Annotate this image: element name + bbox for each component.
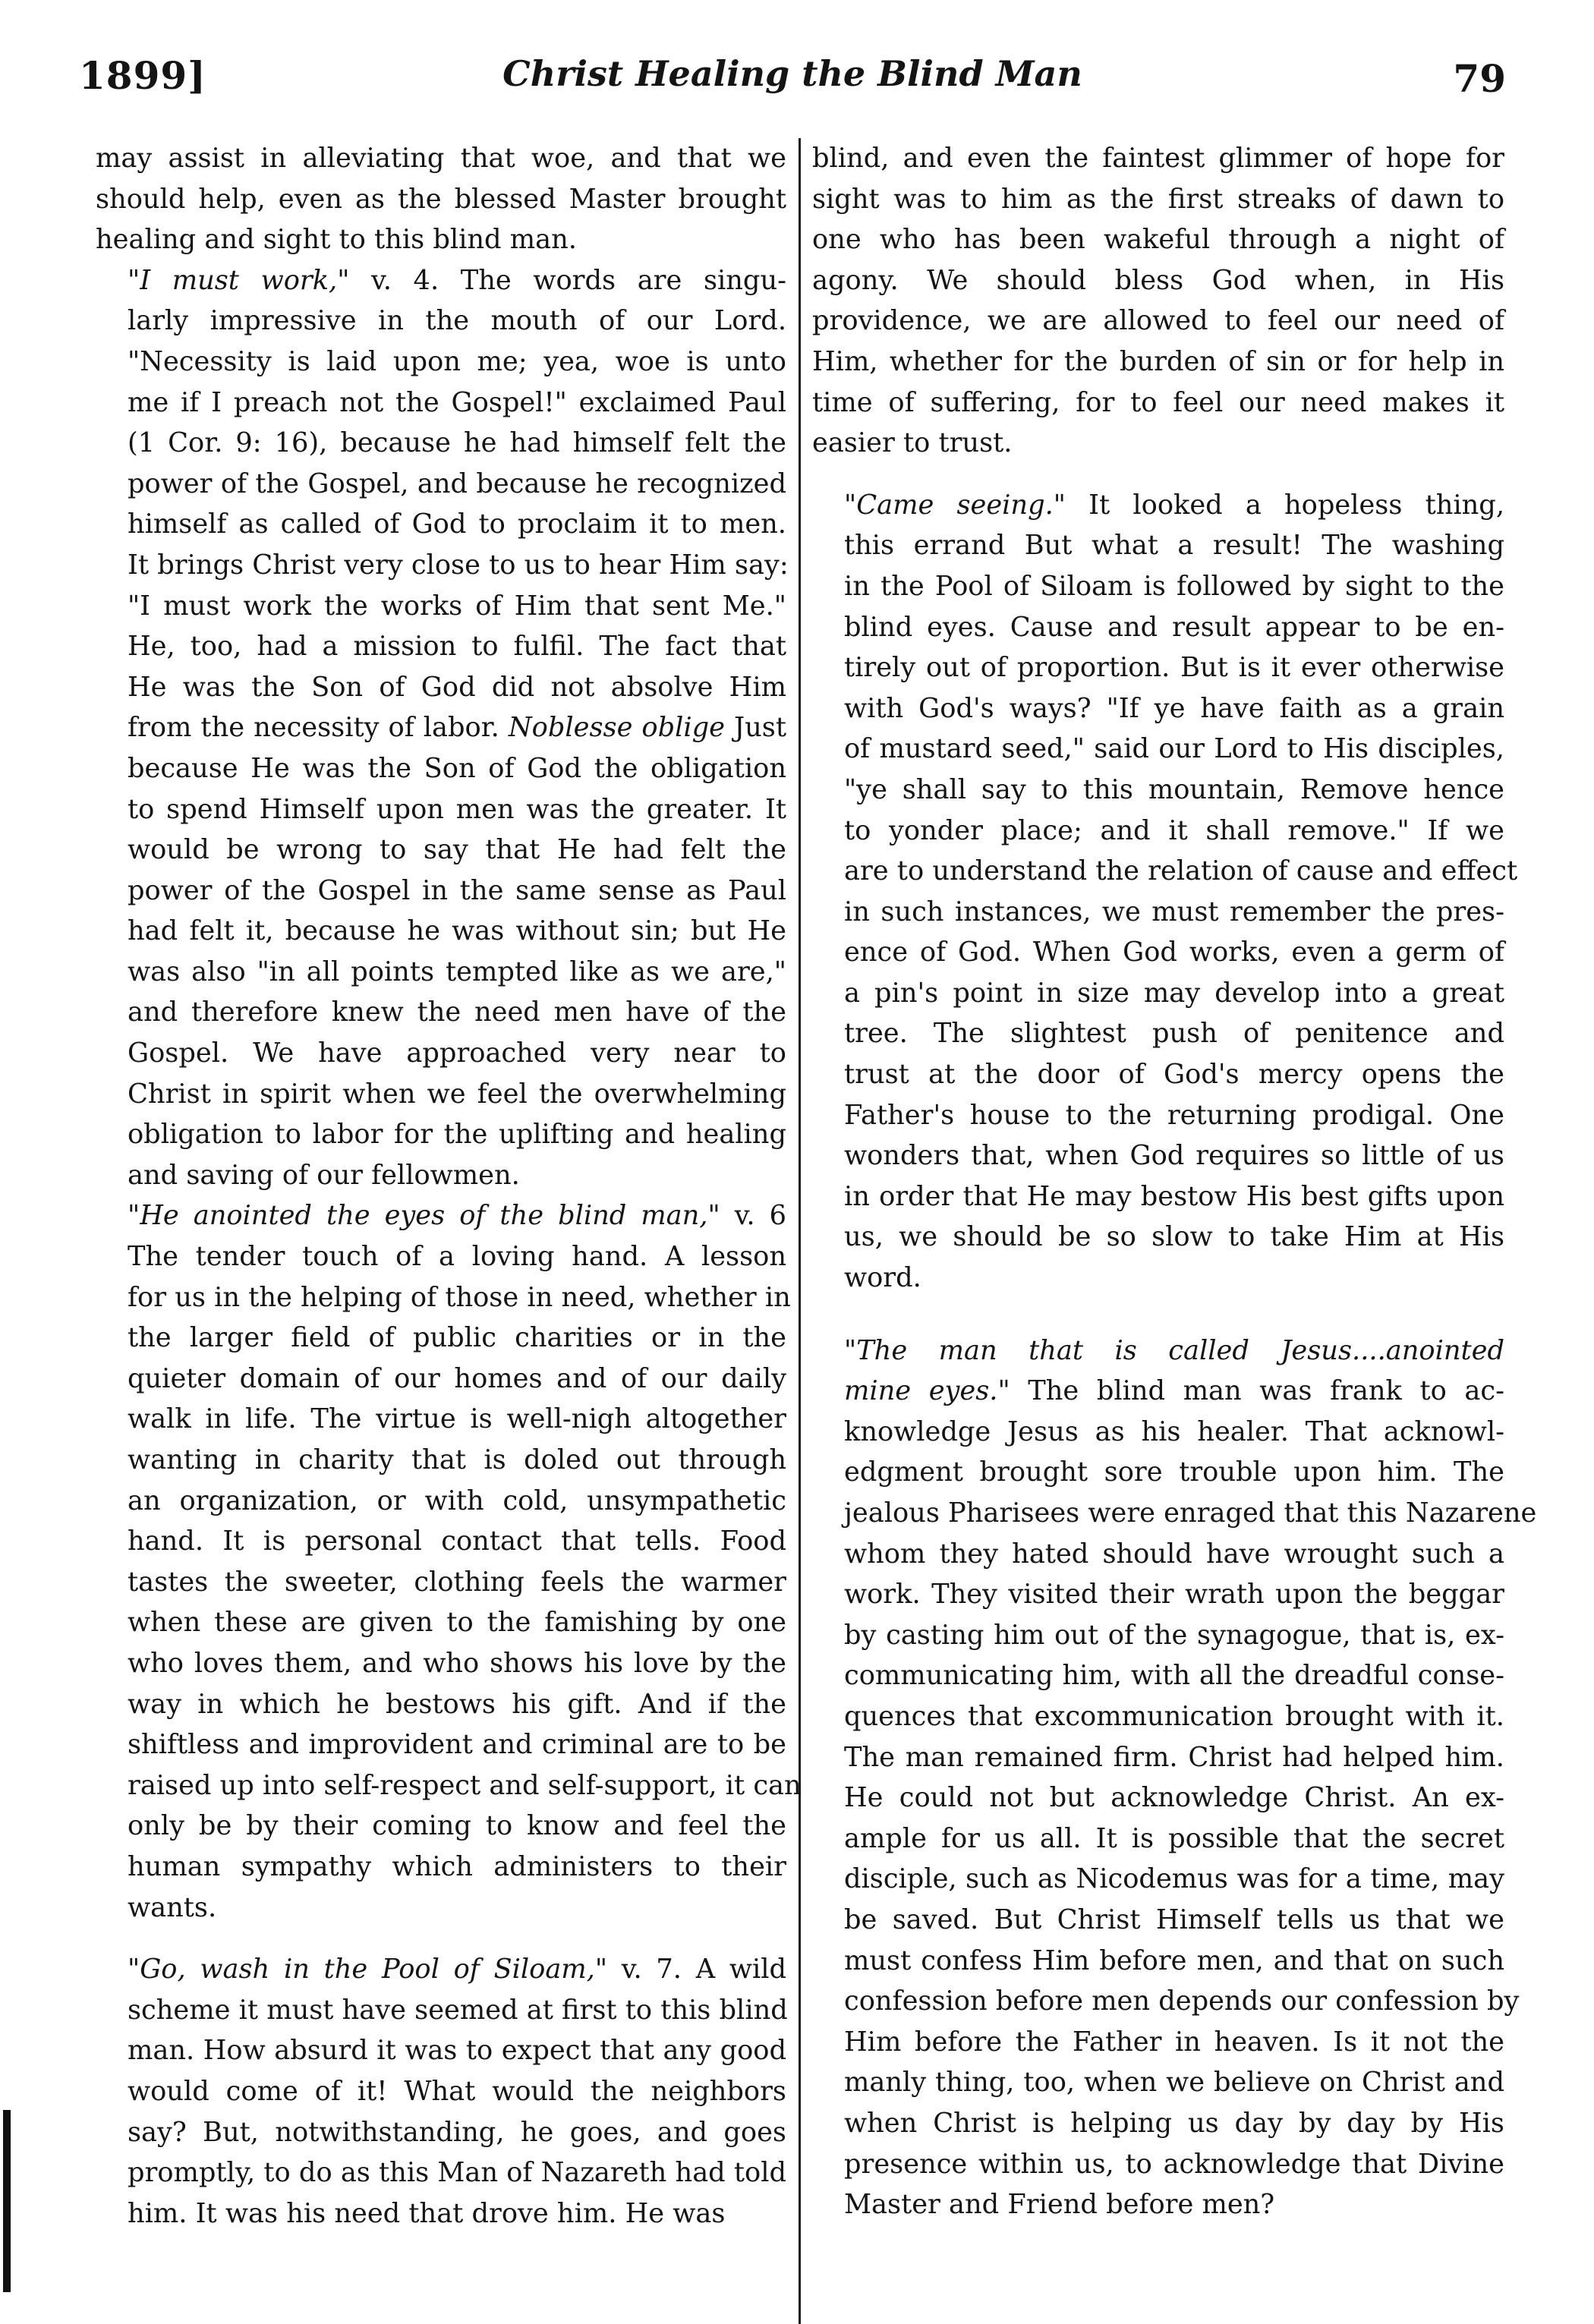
text-line: larly impressive in the mouth of our Lord. — [128, 305, 786, 337]
paragraph — [96, 138, 786, 260]
text-line: "Necessity is laid upon me; yea, woe is unto — [128, 345, 786, 377]
text-line: It brings Christ very close to us to hear Him say: — [128, 549, 789, 581]
text-line: blind, and even the faintest glimmer of hope for — [812, 143, 1504, 174]
text-line: presence within us, to acknowledge that Divine — [844, 2148, 1504, 2180]
margin-mark — [3, 2110, 11, 2292]
text-line: tree. The slightest push of penitence and — [844, 1018, 1504, 1050]
text-line: tastes the sweeter, clothing feels the warmer — [128, 1566, 786, 1598]
text-line: way in which he bestows his gift. And if the — [128, 1688, 786, 1720]
text-line: one who has been wakeful through a night of — [812, 224, 1504, 256]
running-header — [79, 53, 1506, 114]
text-line: work. They visited their wrath upon the beggar — [844, 1579, 1504, 1611]
text-line: Father's house to the returning prodigal. One — [844, 1099, 1504, 1131]
text-line: man. How absurd it was to expect that any good — [128, 2035, 786, 2067]
text-line: He, too, had a mission to fulfil. The fact that — [128, 631, 786, 663]
text-line: for us in the helping of those in need, whether in — [128, 1281, 791, 1313]
text-line: a pin's point in size may develop into a great — [844, 977, 1504, 1009]
text-line: disciple, such as Nicodemus was for a time, may — [844, 1863, 1504, 1895]
text-line: trust at the door of God's mercy opens the — [844, 1059, 1504, 1091]
text-line: time of suffering, for to feel our need makes it — [812, 386, 1504, 418]
text-line: mine eyes." The blind man was frank to ac- — [844, 1375, 1505, 1407]
text-line: of mustard seed," said our Lord to His disciples, — [844, 733, 1504, 765]
text-line: Christ in spirit when we feel the overwhelming — [128, 1078, 786, 1110]
text-line: in order that He may bestow His best gifts upon — [844, 1180, 1504, 1212]
text-line: wonders that, when God requires so little of us — [844, 1140, 1504, 1172]
paragraph — [96, 260, 789, 1196]
text-line: this errand But what a result! The washing — [844, 530, 1504, 562]
text-line: obligation to labor for the uplifting and healing — [128, 1119, 786, 1151]
text-line: power of the Gospel, and because he recognized — [128, 468, 786, 499]
text-line: had felt it, because he was without sin; but He — [128, 915, 786, 947]
text-line: and therefore knew the need men have of the — [128, 997, 786, 1028]
text-line: in such instances, we must remember the pres- — [844, 896, 1504, 927]
text-line: wants. — [128, 1891, 217, 1923]
text-line: ample for us all. It is possible that the secret — [844, 1822, 1504, 1854]
text-line: in the Pool of Siloam is followed by sight to the — [844, 570, 1504, 602]
text-line: confession before men depends our confession by — [844, 1985, 1520, 2017]
text-line: communicating him, with all the dreadful conse- — [844, 1660, 1504, 1692]
page-title: Christ Healing the Blind Man — [502, 53, 1082, 94]
text-line: Him before the Father in heaven. Is it not the — [844, 2026, 1504, 2058]
text-line: power of the Gospel in the same sense as Paul — [128, 874, 786, 906]
text-line: "Came seeing." It looked a hopeless thing, — [844, 489, 1504, 521]
text-line: be saved. But Christ Himself tells us that we — [844, 1904, 1504, 1935]
paragraph — [812, 1330, 1537, 2225]
text-line: to spend Himself upon men was the greater. It — [128, 793, 786, 825]
paragraph — [96, 1949, 786, 2234]
text-line: quieter domain of our homes and of our daily — [128, 1362, 786, 1394]
text-line: shiftless and improvident and criminal are to be — [128, 1729, 786, 1761]
text-line: manly thing, too, when we believe on Christ and — [844, 2067, 1504, 2099]
text-line: edgment brought sore trouble upon him. The — [844, 1456, 1504, 1488]
text-line: him. It was his need that drove him. He was — [128, 2197, 726, 2229]
text-line: He was the Son of God did not absolve Him — [128, 671, 786, 703]
text-line: when these are given to the famishing by one — [128, 1607, 786, 1639]
text-line: himself as called of God to proclaim it to men. — [128, 509, 786, 540]
text-line: agony. We should bless God when, in His — [812, 264, 1504, 296]
text-line: easier to trust. — [812, 427, 1013, 459]
text-line: The man remained firm. Christ had helped him. — [844, 1741, 1504, 1773]
text-line: Master and Friend before men? — [844, 2189, 1275, 2221]
text-line: Gospel. We have approached very near to — [128, 1038, 786, 1069]
text-line: because He was the Son of God the obligation — [128, 752, 786, 784]
left-column — [96, 138, 802, 2234]
text-line: "I must work the works of Him that sent Me." — [128, 590, 786, 622]
text-line: He could not but acknowledge Christ. An ex- — [844, 1782, 1504, 1814]
text-line: healing and sight to this blind man. — [96, 224, 577, 256]
text-line: us, we should be so slow to take Him at His — [844, 1221, 1504, 1253]
text-line: tirely out of proportion. But is it ever otherwise — [844, 652, 1504, 684]
text-line: whom they hated should have wrought such a — [844, 1538, 1504, 1570]
text-line: jealous Pharisees were enraged that this Nazarene — [844, 1497, 1537, 1529]
text-line: wanting in charity that is doled out through — [128, 1444, 786, 1475]
text-line: "ye shall say to this mountain, Remove hence — [844, 773, 1504, 805]
text-line: "I must work," v. 4. The words are singu- — [128, 264, 786, 296]
text-line: would be wrong to say that He had felt the — [128, 834, 786, 866]
text-line: knowledge Jesus as his healer. That acknowl- — [844, 1415, 1504, 1447]
text-line: should help, even as the blessed Master brought — [96, 183, 786, 215]
text-line: promptly, to do as this Man of Nazareth had told — [128, 2157, 786, 2189]
text-line: when Christ is helping us day by day by His — [844, 2107, 1504, 2139]
text-line: "The man that is called Jesus....anointed — [844, 1334, 1504, 1366]
text-line: human sympathy which administers to their — [128, 1850, 786, 1882]
right-column — [812, 138, 1537, 2225]
text-line: quences that excommunication brought with it. — [844, 1700, 1504, 1732]
text-line: the larger field of public charities or in the — [128, 1322, 786, 1354]
text-line: may assist in alleviating that woe, and that we — [96, 143, 786, 174]
text-line: raised up into self-respect and self-support, it can — [128, 1769, 802, 1801]
text-line: Him, whether for the burden of sin or for help in — [812, 345, 1504, 377]
text-line: was also "in all points tempted like as we are," — [128, 956, 786, 987]
text-line: (1 Cor. 9: 16), because he had himself felt the — [128, 427, 786, 459]
text-line: are to understand the relation of cause and effect — [844, 855, 1518, 887]
text-line: must confess Him before men, and that on such — [844, 1945, 1504, 1976]
text-line: The tender touch of a loving hand. A lesson — [128, 1241, 786, 1273]
text-line: ence of God. When God works, even a germ of — [844, 937, 1504, 968]
text-line: word. — [844, 1262, 921, 1294]
text-line: who loves them, and who shows his love by the — [128, 1647, 786, 1679]
text-line: sight was to him as the first streaks of dawn to — [812, 183, 1504, 215]
text-line: providence, we are allowed to feel our need of — [812, 305, 1504, 337]
text-line: hand. It is personal contact that tells. Food — [128, 1526, 786, 1557]
paragraph — [812, 485, 1518, 1299]
text-line: to yonder place; and it shall remove." If we — [844, 814, 1504, 846]
text-line: say? But, notwithstanding, he goes, and goes — [128, 2116, 786, 2148]
text-line: from the necessity of labor. Noblesse oblige Just — [128, 712, 786, 744]
text-line: blind eyes. Cause and result appear to be en- — [844, 611, 1504, 643]
text-line: by casting him out of the synagogue, that is, ex- — [844, 1619, 1504, 1651]
page-number: 79 — [1453, 56, 1506, 101]
text-line: "He anointed the eyes of the blind man," v. 6 — [128, 1200, 786, 1232]
text-line: and saving of our fellowmen. — [128, 1159, 520, 1191]
text-line: would come of it! What would the neighbors — [128, 2075, 786, 2107]
header-year: 1899] — [79, 53, 206, 98]
text-line: walk in life. The virtue is well-nigh altogether — [128, 1403, 786, 1435]
text-line: an organization, or with cold, unsympathetic — [128, 1485, 786, 1516]
text-line: only be by their coming to know and feel the — [128, 1810, 786, 1842]
paragraph — [812, 138, 1504, 464]
text-line: me if I preach not the Gospel!" exclaimed Paul — [128, 386, 786, 418]
text-line: with God's ways? "If ye have faith as a grain — [844, 692, 1504, 724]
paragraph — [96, 1195, 802, 1928]
text-line: scheme it must have seemed at first to this blind — [128, 1994, 788, 2026]
column-divider — [799, 138, 801, 2324]
text-line: "Go, wash in the Pool of Siloam," v. 7. A wild — [128, 1954, 787, 1985]
